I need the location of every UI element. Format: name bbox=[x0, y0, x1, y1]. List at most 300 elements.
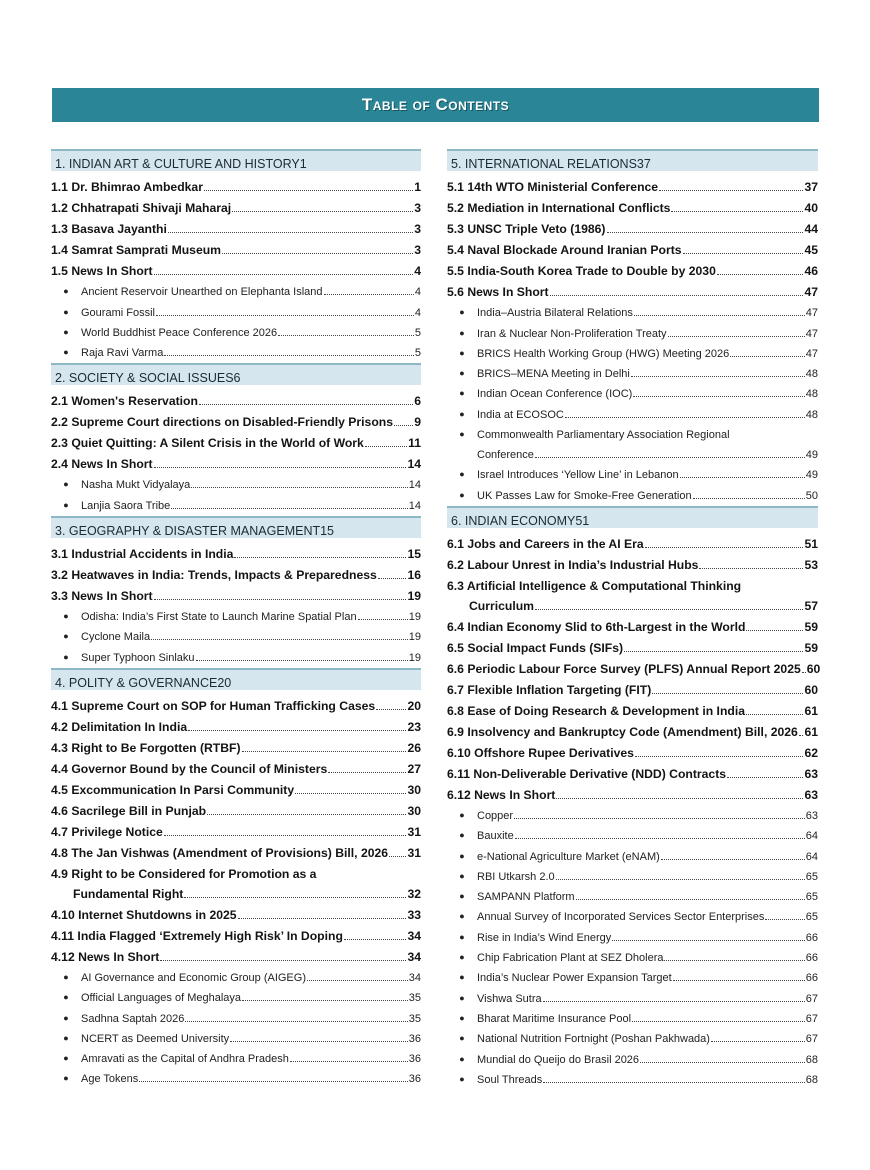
page-number: 62 bbox=[804, 745, 818, 760]
page-number: 50 bbox=[805, 489, 818, 502]
leader-dots bbox=[295, 793, 406, 794]
page-number: 67 bbox=[805, 1033, 818, 1046]
toc-subitem[interactable] bbox=[447, 400, 818, 420]
leader-dots bbox=[576, 899, 805, 900]
page-number: 46 bbox=[804, 264, 818, 278]
toc-subitem[interactable] bbox=[51, 278, 421, 298]
page-number: 1 bbox=[414, 180, 421, 194]
leader-dots bbox=[184, 897, 406, 898]
entry-title: 3.3 News In Short bbox=[51, 588, 153, 603]
page-number: 68 bbox=[805, 1053, 818, 1066]
leader-dots bbox=[154, 274, 414, 275]
section-heading[interactable] bbox=[51, 149, 421, 171]
entry-title: 4.3 Right to Be Forgotten (RTBF) bbox=[51, 740, 241, 755]
toc-subitem[interactable] bbox=[447, 964, 818, 984]
bullet-icon: ● bbox=[63, 306, 69, 317]
page-number: 4 bbox=[414, 286, 421, 299]
toc-right-column bbox=[447, 149, 821, 1086]
page-number: 66 bbox=[805, 972, 818, 985]
leader-dots bbox=[799, 735, 804, 736]
toc-entry[interactable] bbox=[447, 697, 818, 718]
toc-entry[interactable] bbox=[51, 839, 421, 860]
entry-title: BRICS–MENA Meeting in Delhi bbox=[477, 368, 630, 381]
entry-title: 6.5 Social Impact Funds (SIFs) bbox=[447, 640, 624, 655]
toc-entry[interactable] bbox=[447, 760, 818, 781]
toc-entry[interactable] bbox=[51, 215, 421, 236]
toc-entry[interactable] bbox=[51, 713, 421, 734]
toc-subitem[interactable] bbox=[447, 923, 818, 943]
bullet-icon: ● bbox=[63, 286, 69, 297]
bullet-icon: ● bbox=[459, 408, 465, 419]
toc-entry[interactable] bbox=[447, 676, 818, 697]
leader-dots bbox=[394, 425, 413, 426]
toc-subitem[interactable] bbox=[447, 360, 818, 380]
toc-entry[interactable] bbox=[447, 613, 818, 634]
section-heading[interactable] bbox=[51, 668, 421, 690]
bullet-icon: ● bbox=[459, 1073, 465, 1084]
toc-subitem[interactable] bbox=[447, 421, 818, 441]
leader-dots bbox=[242, 1000, 408, 1001]
section-heading[interactable] bbox=[51, 363, 421, 385]
leader-dots bbox=[635, 756, 803, 757]
entry-title: Super Typhoon Sinlaku bbox=[81, 651, 195, 664]
page-number: 36 bbox=[408, 1032, 421, 1045]
bullet-icon: ● bbox=[459, 809, 465, 820]
leader-dots bbox=[565, 417, 805, 418]
section-title: 3. GEOGRAPHY & DISASTER MANAGEMENT bbox=[55, 523, 321, 538]
bullet-icon: ● bbox=[459, 931, 465, 942]
page-number: 66 bbox=[805, 952, 818, 965]
entry-title: Indian Ocean Conference (IOC) bbox=[477, 388, 633, 401]
entry-title: Bauxite bbox=[477, 830, 514, 843]
leader-dots bbox=[645, 547, 804, 548]
entry-title: 4.1 Supreme Court on SOP for Human Trafficking Cases bbox=[51, 698, 376, 713]
leader-dots bbox=[802, 672, 806, 673]
leader-dots bbox=[160, 960, 406, 961]
page-number: 33 bbox=[407, 907, 421, 922]
leader-dots bbox=[556, 798, 803, 799]
bullet-icon: ● bbox=[459, 388, 465, 399]
section-title: 4. POLITY & GOVERNANCE bbox=[55, 675, 218, 690]
toc-entry[interactable] bbox=[447, 781, 818, 802]
page-number: 51 bbox=[804, 536, 818, 551]
toc-subitem[interactable] bbox=[51, 1025, 421, 1045]
leader-dots bbox=[290, 1061, 408, 1062]
page-number: 47 bbox=[804, 285, 818, 299]
page-number: 67 bbox=[805, 1012, 818, 1025]
page-number: 32 bbox=[407, 886, 421, 901]
entry-title: Copper bbox=[477, 809, 514, 822]
toc-entry[interactable] bbox=[51, 881, 421, 901]
leader-dots bbox=[535, 609, 803, 610]
entry-title: National Nutrition Fortnight (Poshan Pakhwada) bbox=[477, 1033, 710, 1046]
leader-dots bbox=[324, 294, 414, 295]
entry-title: 1.4 Samrat Samprati Museum bbox=[51, 243, 222, 257]
toc-entry[interactable] bbox=[51, 194, 421, 215]
toc-subitem[interactable] bbox=[447, 481, 818, 501]
toc-entry[interactable] bbox=[447, 530, 818, 551]
leader-dots bbox=[661, 859, 805, 860]
leader-dots bbox=[154, 599, 407, 600]
entry-title: 1.2 Chhatrapati Shivaji Maharaj bbox=[51, 201, 232, 215]
entry-title: 6.6 Periodic Labour Force Survey (PLFS) Annual Report 2025 bbox=[447, 661, 801, 676]
leader-dots bbox=[234, 557, 406, 558]
bullet-icon: ● bbox=[459, 307, 465, 318]
page-number: 4 bbox=[414, 306, 421, 319]
page-number: 4 bbox=[414, 264, 421, 278]
toc-subitem[interactable] bbox=[51, 319, 421, 339]
toc-entry[interactable] bbox=[51, 450, 421, 471]
page-number: 47 bbox=[805, 347, 818, 360]
bullet-icon: ● bbox=[459, 870, 465, 881]
entry-title: NCERT as Deemed University bbox=[81, 1032, 230, 1045]
bullet-icon: ● bbox=[63, 326, 69, 337]
page-number: 59 bbox=[804, 619, 818, 634]
leader-dots bbox=[746, 714, 803, 715]
page-number: 48 bbox=[805, 368, 818, 381]
toc-entry[interactable] bbox=[51, 257, 421, 278]
page-number: 47 bbox=[805, 307, 818, 320]
page-number: 60 bbox=[806, 661, 821, 676]
section-heading[interactable] bbox=[51, 516, 421, 538]
leader-dots bbox=[631, 376, 805, 377]
leader-dots bbox=[328, 772, 406, 773]
leader-dots bbox=[185, 1021, 407, 1022]
toc-subitem[interactable] bbox=[447, 1066, 818, 1086]
section-title: 2. SOCIETY & SOCIAL ISSUES bbox=[55, 371, 234, 386]
bullet-icon: ● bbox=[63, 479, 69, 490]
bullet-icon: ● bbox=[63, 651, 69, 662]
page-number: 5 bbox=[414, 326, 421, 339]
entry-title: Israel Introduces ‘Yellow Line’ in Lebanon bbox=[477, 469, 679, 482]
leader-dots bbox=[151, 639, 408, 640]
bullet-icon: ● bbox=[459, 972, 465, 983]
page-number: 20 bbox=[217, 675, 232, 690]
page-number: 14 bbox=[408, 499, 421, 512]
entry-title: 5.1 14th WTO Ministerial Conference bbox=[447, 180, 659, 194]
entry-title: 1.1 Dr. Bhimrao Ambedkar bbox=[51, 180, 203, 194]
leader-dots bbox=[634, 315, 805, 316]
entry-title: India–Austria Bilateral Relations bbox=[477, 307, 633, 320]
entry-title: 6.1 Jobs and Careers in the AI Era bbox=[447, 536, 644, 551]
entry-title: 6.10 Offshore Rupee Derivatives bbox=[447, 745, 634, 760]
leader-dots bbox=[717, 274, 804, 275]
entry-title: 4.5 Excommunication In Parsi Community bbox=[51, 782, 295, 797]
bullet-icon: ● bbox=[459, 347, 465, 358]
bullet-icon: ● bbox=[459, 830, 465, 841]
section-heading[interactable] bbox=[447, 506, 818, 528]
toc-subitem[interactable] bbox=[51, 964, 421, 984]
toc-entry[interactable] bbox=[51, 755, 421, 776]
entry-title: 6.8 Ease of Doing Research & Development in India bbox=[447, 703, 745, 718]
leader-dots bbox=[188, 730, 406, 731]
entry-title: Odisha: India’s First State to Launch Marine Spatial Plan bbox=[81, 611, 357, 624]
toc-entry[interactable] bbox=[51, 540, 421, 561]
bullet-icon: ● bbox=[459, 891, 465, 902]
entry-title: Curriculum bbox=[469, 598, 535, 613]
toc-entry[interactable] bbox=[447, 173, 818, 194]
toc-subitem[interactable] bbox=[447, 863, 818, 883]
toc-subitem[interactable] bbox=[447, 461, 818, 481]
page-number: 66 bbox=[805, 931, 818, 944]
entry-title: 5.6 News In Short bbox=[447, 285, 549, 299]
entry-title: Chip Fabrication Plant at SEZ Dholera bbox=[477, 952, 664, 965]
entry-title: AI Governance and Economic Group (AIGEG) bbox=[81, 971, 306, 984]
toc-entry[interactable] bbox=[51, 561, 421, 582]
page-number: 6 bbox=[414, 394, 421, 409]
leader-dots bbox=[358, 619, 408, 620]
page-number: 19 bbox=[408, 611, 421, 624]
entry-title: 4.2 Delimitation In India bbox=[51, 719, 188, 734]
page-number: 47 bbox=[805, 327, 818, 340]
leader-dots bbox=[632, 1021, 805, 1022]
page-number: 65 bbox=[805, 870, 818, 883]
entry-title: 6.3 Artificial Intelligence & Computational Thinking bbox=[447, 578, 742, 593]
bullet-icon: ● bbox=[459, 1012, 465, 1023]
page-number: 44 bbox=[804, 222, 818, 236]
toc-subitem[interactable] bbox=[447, 319, 818, 339]
page-number: 3 bbox=[414, 243, 421, 257]
bullet-icon: ● bbox=[459, 327, 465, 338]
leader-dots bbox=[171, 508, 407, 509]
bullet-icon: ● bbox=[459, 1053, 465, 1064]
leader-dots bbox=[344, 939, 407, 940]
entry-title: Vishwa Sutra bbox=[477, 992, 542, 1005]
entry-title: 3.2 Heatwaves in India: Trends, Impacts & Preparedness bbox=[51, 567, 377, 582]
leader-dots bbox=[164, 835, 407, 836]
leader-dots bbox=[535, 457, 805, 458]
leader-dots bbox=[154, 467, 407, 468]
toc-subitem[interactable] bbox=[447, 883, 818, 903]
toc-subitem[interactable] bbox=[447, 340, 818, 360]
entry-title: 4.8 The Jan Vishwas (Amendment of Provisions) Bill, 2026 bbox=[51, 845, 389, 860]
entry-title: 6.12 News In Short bbox=[447, 787, 556, 802]
page-number: 49 bbox=[805, 469, 818, 482]
entry-title: 4.6 Sacrilege Bill in Punjab bbox=[51, 803, 207, 818]
leader-dots bbox=[230, 1041, 408, 1042]
page-number: 48 bbox=[805, 408, 818, 421]
toc-subitem[interactable] bbox=[51, 984, 421, 1004]
entry-title: Commonwealth Parliamentary Association Regional bbox=[477, 429, 730, 442]
page-number: 65 bbox=[805, 911, 818, 924]
bullet-icon: ● bbox=[63, 1032, 69, 1043]
page-number: 60 bbox=[804, 682, 818, 697]
entry-title: Official Languages of Meghalaya bbox=[81, 992, 242, 1005]
entry-title: 1.3 Basava Jayanthi bbox=[51, 222, 167, 236]
toc-entry[interactable] bbox=[51, 734, 421, 755]
bullet-icon: ● bbox=[459, 911, 465, 922]
toc-subitem[interactable] bbox=[447, 802, 818, 822]
toc-subitem[interactable] bbox=[51, 603, 421, 623]
toc-entry[interactable] bbox=[51, 860, 421, 881]
toc-subitem[interactable] bbox=[51, 491, 421, 511]
page-number: 67 bbox=[805, 992, 818, 1005]
bullet-icon: ● bbox=[63, 611, 69, 622]
toc-banner bbox=[52, 88, 819, 122]
leader-dots bbox=[680, 477, 805, 478]
toc-entry[interactable] bbox=[51, 408, 421, 429]
bullet-icon: ● bbox=[63, 971, 69, 982]
entry-title: 4.7 Privilege Notice bbox=[51, 824, 163, 839]
bullet-icon: ● bbox=[63, 347, 69, 358]
toc-subitem[interactable] bbox=[447, 1045, 818, 1065]
page-number: 34 bbox=[408, 971, 421, 984]
bullet-icon: ● bbox=[63, 499, 69, 510]
leader-dots bbox=[730, 356, 804, 357]
toc-entry[interactable] bbox=[447, 634, 818, 655]
section-title: 1. INDIAN ART & CULTURE AND HISTORY bbox=[55, 157, 300, 171]
section-title: 5. INTERNATIONAL RELATIONS bbox=[451, 157, 637, 171]
entry-title: 6.4 Indian Economy Slid to 6th-Largest in the World bbox=[447, 619, 746, 634]
toc-entry[interactable] bbox=[51, 818, 421, 839]
page-number: 45 bbox=[804, 243, 818, 257]
entry-title: Rise in India’s Wind Energy bbox=[477, 931, 612, 944]
leader-dots bbox=[168, 232, 413, 233]
leader-dots bbox=[699, 568, 803, 569]
leader-dots bbox=[612, 940, 804, 941]
toc-entry[interactable] bbox=[447, 718, 818, 739]
bullet-icon: ● bbox=[459, 1033, 465, 1044]
toc-subitem[interactable] bbox=[51, 1004, 421, 1024]
page-number: 36 bbox=[408, 1073, 421, 1086]
toc-subitem[interactable] bbox=[51, 298, 421, 318]
entry-title: Cyclone Maila bbox=[81, 631, 151, 644]
toc-subitem[interactable] bbox=[51, 1065, 421, 1085]
page-number: 30 bbox=[407, 782, 421, 797]
bullet-icon: ● bbox=[459, 469, 465, 480]
toc-subitem[interactable] bbox=[447, 903, 818, 923]
toc-entry[interactable] bbox=[51, 387, 421, 408]
toc-entry[interactable] bbox=[447, 593, 818, 613]
toc-entry[interactable] bbox=[51, 692, 421, 713]
toc-subitem[interactable] bbox=[51, 471, 421, 491]
bullet-icon: ● bbox=[459, 992, 465, 1003]
page-number: 31 bbox=[407, 824, 421, 839]
page-title: Table of Contents bbox=[361, 95, 510, 114]
toc-subitem[interactable] bbox=[447, 842, 818, 862]
toc-entry[interactable] bbox=[447, 655, 821, 676]
entry-title: Age Tokens bbox=[81, 1073, 139, 1086]
toc-entry[interactable] bbox=[447, 739, 818, 760]
entry-title: 4.9 Right to be Considered for Promotion as a bbox=[51, 866, 317, 881]
entry-title: Sadhna Saptah 2026 bbox=[81, 1012, 185, 1025]
toc-subitem[interactable] bbox=[447, 299, 818, 319]
entry-title: Annual Survey of Incorporated Services Sector Enterprises bbox=[477, 911, 765, 924]
page-number: 30 bbox=[407, 803, 421, 818]
toc-entry[interactable] bbox=[51, 429, 421, 450]
toc-entry[interactable] bbox=[51, 922, 421, 943]
toc-entry[interactable] bbox=[447, 194, 818, 215]
entry-title: 5.5 India-South Korea Trade to Double by 2030 bbox=[447, 264, 716, 278]
leader-dots bbox=[727, 777, 803, 778]
page-number: 64 bbox=[805, 850, 818, 863]
toc-entry[interactable] bbox=[447, 551, 818, 572]
page-number: 14 bbox=[408, 479, 421, 492]
toc-subitem[interactable] bbox=[447, 380, 818, 400]
bullet-icon: ● bbox=[459, 952, 465, 963]
leader-dots bbox=[365, 446, 407, 447]
toc-entry[interactable] bbox=[447, 215, 818, 236]
entry-title: 2.2 Supreme Court directions on Disabled-Friendly Prisons bbox=[51, 415, 393, 430]
bullet-spacer bbox=[447, 459, 477, 461]
toc-subitem[interactable] bbox=[447, 1025, 818, 1045]
leader-dots bbox=[673, 980, 805, 981]
leader-dots bbox=[242, 751, 407, 752]
page-number: 68 bbox=[805, 1073, 818, 1086]
entry-title: 6.9 Insolvency and Bankruptcy Code (Amendment) Bill, 2026 bbox=[447, 724, 798, 739]
toc-subitem[interactable] bbox=[447, 1005, 818, 1025]
toc-subitem[interactable] bbox=[447, 984, 818, 1004]
bullet-icon: ● bbox=[459, 368, 465, 379]
page-number: 31 bbox=[407, 845, 421, 860]
toc-subitem[interactable] bbox=[51, 623, 421, 643]
leader-dots bbox=[652, 693, 803, 694]
toc-entry[interactable] bbox=[447, 278, 818, 299]
page-number: 64 bbox=[805, 830, 818, 843]
page-number: 36 bbox=[408, 1053, 421, 1066]
entry-title: Bharat Maritime Insurance Pool bbox=[477, 1012, 632, 1025]
entry-title: 4.12 News In Short bbox=[51, 949, 160, 964]
leader-dots bbox=[278, 335, 414, 336]
entry-title: 5.2 Mediation in International Conflicts bbox=[447, 201, 671, 215]
entry-title: 3.1 Industrial Accidents in India bbox=[51, 546, 234, 561]
toc-entry[interactable] bbox=[51, 797, 421, 818]
toc-entry[interactable] bbox=[51, 776, 421, 797]
toc-entry[interactable] bbox=[447, 257, 818, 278]
entry-title: 5.3 UNSC Triple Veto (1986) bbox=[447, 222, 606, 236]
toc-entry[interactable] bbox=[51, 173, 421, 194]
entry-title: Raja Ravi Varma bbox=[81, 347, 164, 360]
toc-entry[interactable] bbox=[51, 901, 421, 922]
bullet-icon: ● bbox=[459, 489, 465, 500]
toc-subitem[interactable] bbox=[447, 822, 818, 842]
entry-title: 6.2 Labour Unrest in India’s Industrial Hubs bbox=[447, 557, 699, 572]
leader-dots bbox=[204, 190, 413, 191]
page-number: 19 bbox=[408, 651, 421, 664]
entry-title: Amravati as the Capital of Andhra Pradesh bbox=[81, 1053, 289, 1066]
page-number: 27 bbox=[407, 761, 421, 776]
toc-entry[interactable] bbox=[51, 582, 421, 603]
leader-dots bbox=[624, 651, 803, 652]
toc-subitem[interactable] bbox=[447, 944, 818, 964]
leader-dots bbox=[556, 879, 805, 880]
page-number: 61 bbox=[804, 703, 818, 718]
toc-entry[interactable] bbox=[51, 943, 421, 964]
page-number: 26 bbox=[407, 740, 421, 755]
entry-title: Conference bbox=[477, 449, 534, 462]
toc-subitem[interactable] bbox=[51, 1045, 421, 1065]
toc-subitem[interactable] bbox=[51, 643, 421, 663]
leader-dots bbox=[668, 336, 805, 337]
entry-title: UK Passes Law for Smoke-Free Generation bbox=[477, 489, 692, 502]
page-number: 5 bbox=[414, 347, 421, 360]
leader-dots bbox=[543, 1082, 805, 1083]
bullet-icon: ● bbox=[459, 850, 465, 861]
toc-entry[interactable] bbox=[51, 236, 421, 257]
leader-dots bbox=[550, 295, 804, 296]
entry-title: e-National Agriculture Market (eNAM) bbox=[477, 850, 660, 863]
entry-title: Iran & Nuclear Non-Proliferation Treaty bbox=[477, 327, 667, 340]
toc-entry[interactable] bbox=[447, 572, 818, 593]
toc-subitem[interactable] bbox=[51, 339, 421, 359]
leader-dots bbox=[139, 1081, 407, 1082]
toc-subitem[interactable] bbox=[447, 441, 818, 461]
page-number: 53 bbox=[804, 557, 818, 572]
page-number: 9 bbox=[414, 415, 421, 430]
page-number: 15 bbox=[320, 523, 335, 538]
section-heading[interactable] bbox=[447, 149, 818, 171]
toc-entry[interactable] bbox=[447, 236, 818, 257]
